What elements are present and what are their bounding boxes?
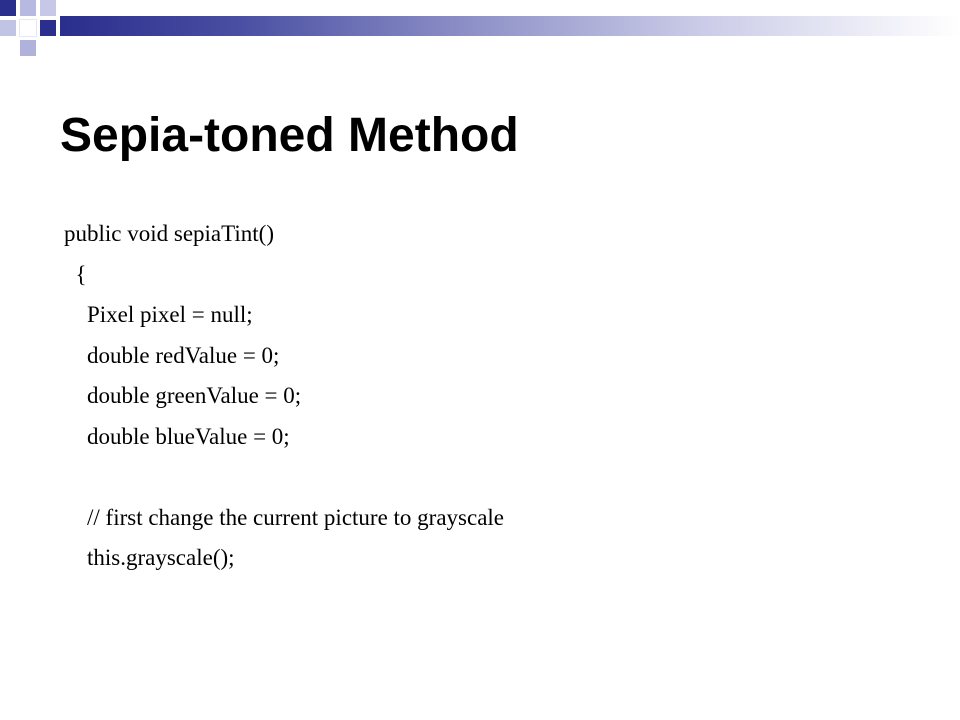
code-line: public void sepiaTint() [64,221,274,246]
header-gradient-bar [60,16,960,36]
code-line: this.grayscale(); [64,545,235,570]
header-ornament-square [0,0,16,16]
header-ornament-square [0,20,16,36]
header-ornament-square [20,0,36,16]
header-ornament-square [20,20,36,36]
code-line [64,457,924,498]
code-line: Pixel pixel = null; [64,302,253,327]
header-ornament-square [40,0,56,16]
header-ornament-square [20,40,36,56]
code-line: double redValue = 0; [64,342,280,368]
code-line: double blueValue = 0; [64,423,290,449]
code-line: double greenValue = 0; [64,383,302,408]
header-ornament-square [40,20,56,36]
code-block [64,214,924,579]
code-line: { [64,261,87,287]
slide-title: Sepia-toned Method [60,109,519,162]
code-line: // first change the current picture to grayscale [64,504,505,530]
